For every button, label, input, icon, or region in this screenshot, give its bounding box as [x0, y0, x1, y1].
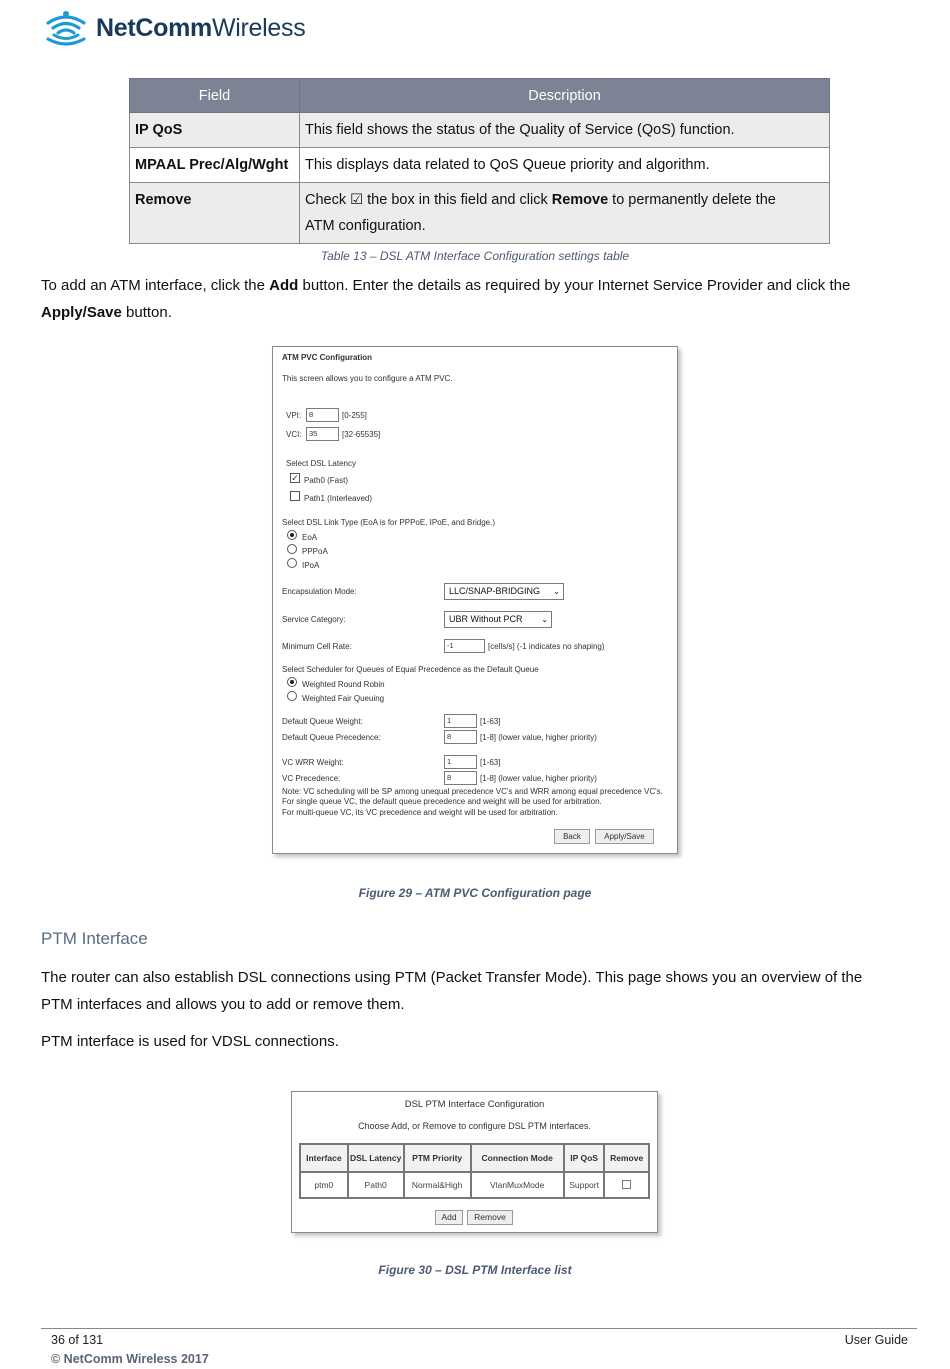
latency-label: Select DSL Latency [286, 459, 356, 468]
table-row [130, 113, 830, 148]
ptm-interface-table [299, 1143, 650, 1199]
chevron-down-icon: ⌄ [541, 615, 548, 624]
path0-checkbox[interactable]: ✓ [291, 473, 299, 483]
page-number: 36 of 131 [51, 1333, 104, 1347]
dq-prec-input[interactable]: 8 [444, 730, 477, 744]
atm-pvc-config-screenshot [272, 346, 678, 854]
field-name: MPAAL Prec/Alg/Wght [130, 148, 300, 183]
eoa-radio[interactable] [287, 530, 297, 540]
ipoa-radio[interactable] [287, 558, 297, 568]
vc-prec-input[interactable]: 8 [444, 771, 477, 785]
apply-save-button[interactable]: Apply/Save [595, 829, 654, 844]
ptm-interface-heading: PTM Interface [41, 929, 148, 948]
interface-cell: ptm0 [300, 1172, 348, 1198]
vc-weight-hint: [1-63] [480, 758, 501, 767]
field-description: This field shows the status of the Quality of Service (QoS) function. [300, 113, 830, 148]
dq-prec-label: Default Queue Precedence: [282, 733, 381, 742]
chevron-down-icon: ⌄ [553, 587, 560, 596]
table-row [130, 148, 830, 183]
service-select[interactable]: UBR Without PCR ⌄ [444, 611, 552, 628]
service-label: Service Category: [282, 615, 346, 624]
wrr-radio[interactable] [287, 677, 297, 687]
col-header-description: Description [300, 79, 830, 113]
wfq-radio[interactable] [287, 691, 297, 701]
eoa-label: EoA [302, 533, 318, 542]
col-header: IP QoS [564, 1144, 604, 1172]
col-header: Interface [300, 1144, 348, 1172]
dq-weight-input[interactable]: 1 [444, 714, 477, 728]
copyright: © NetComm Wireless 2017 [51, 1352, 209, 1366]
ptm-intro: The router can also establish DSL connections using PTM (Packet Transfer Mode). This page shows you an overview of the PTM interfaces and allows you to add or remove them. [41, 969, 863, 1013]
mcr-hint: [cells/s] (-1 indicates no shaping) [488, 642, 605, 651]
wfq-label: Weighted Fair Queuing [302, 694, 385, 703]
dq-prec-hint: [1-8] (lower value, higher priority) [480, 733, 597, 742]
col-header: Connection Mode [471, 1144, 564, 1172]
field-description: Check ☑ the box in this field and click Remove to permanently delete the ATM configuration. [300, 183, 830, 244]
footer-divider [41, 1328, 917, 1329]
back-button[interactable]: Back [554, 829, 590, 844]
note-line: For single queue VC, the default queue precedence and weight will be used for arbitration. [282, 797, 602, 806]
path1-checkbox[interactable] [290, 491, 300, 501]
field-name: IP QoS [130, 113, 300, 148]
wrr-label: Weighted Round Robin [302, 680, 385, 689]
dq-weight-label: Default Queue Weight: [282, 717, 363, 726]
remove-button[interactable]: Remove [467, 1210, 513, 1225]
wifi-logo-icon [44, 9, 88, 47]
netcomm-logo [44, 8, 305, 48]
pppoa-label: PPPoA [302, 547, 328, 556]
vci-label: VCI: [286, 430, 302, 439]
add-atm-instructions: To add an ATM interface, click the Add button. Enter the details as required by your Internet Service Provider and click the Apply/Save button. [41, 277, 851, 321]
table-row [130, 183, 830, 244]
vci-range: [32-65535] [342, 430, 381, 439]
vpi-input[interactable]: 8 [306, 408, 339, 422]
mcr-input[interactable]: -1 [444, 639, 485, 653]
dsl-ptm-interface-screenshot [291, 1091, 658, 1233]
atm-title: ATM PVC Configuration [282, 353, 373, 362]
atm-intro: This screen allows you to configure a ATM PVC. [282, 374, 453, 383]
table-caption: Table 13 – DSL ATM Interface Configuration settings table [320, 249, 630, 263]
priority-cell: Normal&High [404, 1172, 471, 1198]
document-type: User Guide [844, 1333, 908, 1347]
vc-prec-hint: [1-8] (lower value, higher priority) [480, 774, 597, 783]
figure-29-caption: Figure 29 – ATM PVC Configuration page [358, 886, 592, 900]
note-line: Note: VC scheduling will be SP among unequal precedence VC's and WRR among equal precedence VC's. [282, 787, 663, 796]
vc-weight-input[interactable]: 1 [444, 755, 477, 769]
dq-weight-hint: [1-63] [480, 717, 501, 726]
field-name: Remove [130, 183, 300, 244]
vpi-label: VPI: [286, 411, 302, 420]
connection-mode-cell: VlanMuxMode [471, 1172, 564, 1198]
col-header-field: Field [130, 79, 300, 113]
note-line: For multi-queue VC, its VC precedence and weight will be used for arbitration. [282, 808, 558, 817]
path0-label: Path0 (Fast) [304, 476, 349, 485]
encap-select[interactable]: LLC/SNAP-BRIDGING ⌄ [444, 583, 564, 600]
field-description-table [129, 78, 830, 244]
vc-prec-label: VC Precedence: [282, 774, 341, 783]
remove-cell [604, 1172, 649, 1198]
encap-label: Encapsulation Mode: [282, 587, 357, 596]
vpi-range: [0-255] [342, 411, 367, 420]
mcr-label: Minimum Cell Rate: [282, 642, 352, 651]
vci-input[interactable]: 35 [306, 427, 339, 441]
brand-name: NetCommWireless [96, 13, 306, 42]
add-button[interactable]: Add [435, 1210, 463, 1225]
pppoa-radio[interactable] [287, 544, 297, 554]
link-type-label: Select DSL Link Type (EoA is for PPPoE, IPoE, and Bridge.) [282, 518, 495, 527]
vc-weight-label: VC WRR Weight: [282, 758, 344, 767]
scheduler-label: Select Scheduler for Queues of Equal Precedence as the Default Queue [282, 665, 539, 674]
ipoa-label: IPoA [302, 561, 320, 570]
remove-checkbox[interactable] [622, 1180, 631, 1189]
field-description: This displays data related to QoS Queue priority and algorithm. [300, 148, 830, 183]
col-header: PTM Priority [404, 1144, 471, 1172]
col-header: Remove [604, 1144, 649, 1172]
latency-cell: Path0 [348, 1172, 404, 1198]
ptm-title: DSL PTM Interface Configuration [404, 1099, 545, 1110]
figure-30-caption: Figure 30 – DSL PTM Interface list [378, 1263, 572, 1277]
table-row [300, 1172, 649, 1198]
ptm-vdsl-note: PTM interface is used for VDSL connections. [41, 1033, 339, 1050]
path1-label: Path1 (Interleaved) [304, 494, 373, 503]
ip-qos-cell: Support [564, 1172, 604, 1198]
ptm-subtitle: Choose Add, or Remove to configure DSL PTM interfaces. [358, 1121, 591, 1131]
col-header: DSL Latency [348, 1144, 404, 1172]
